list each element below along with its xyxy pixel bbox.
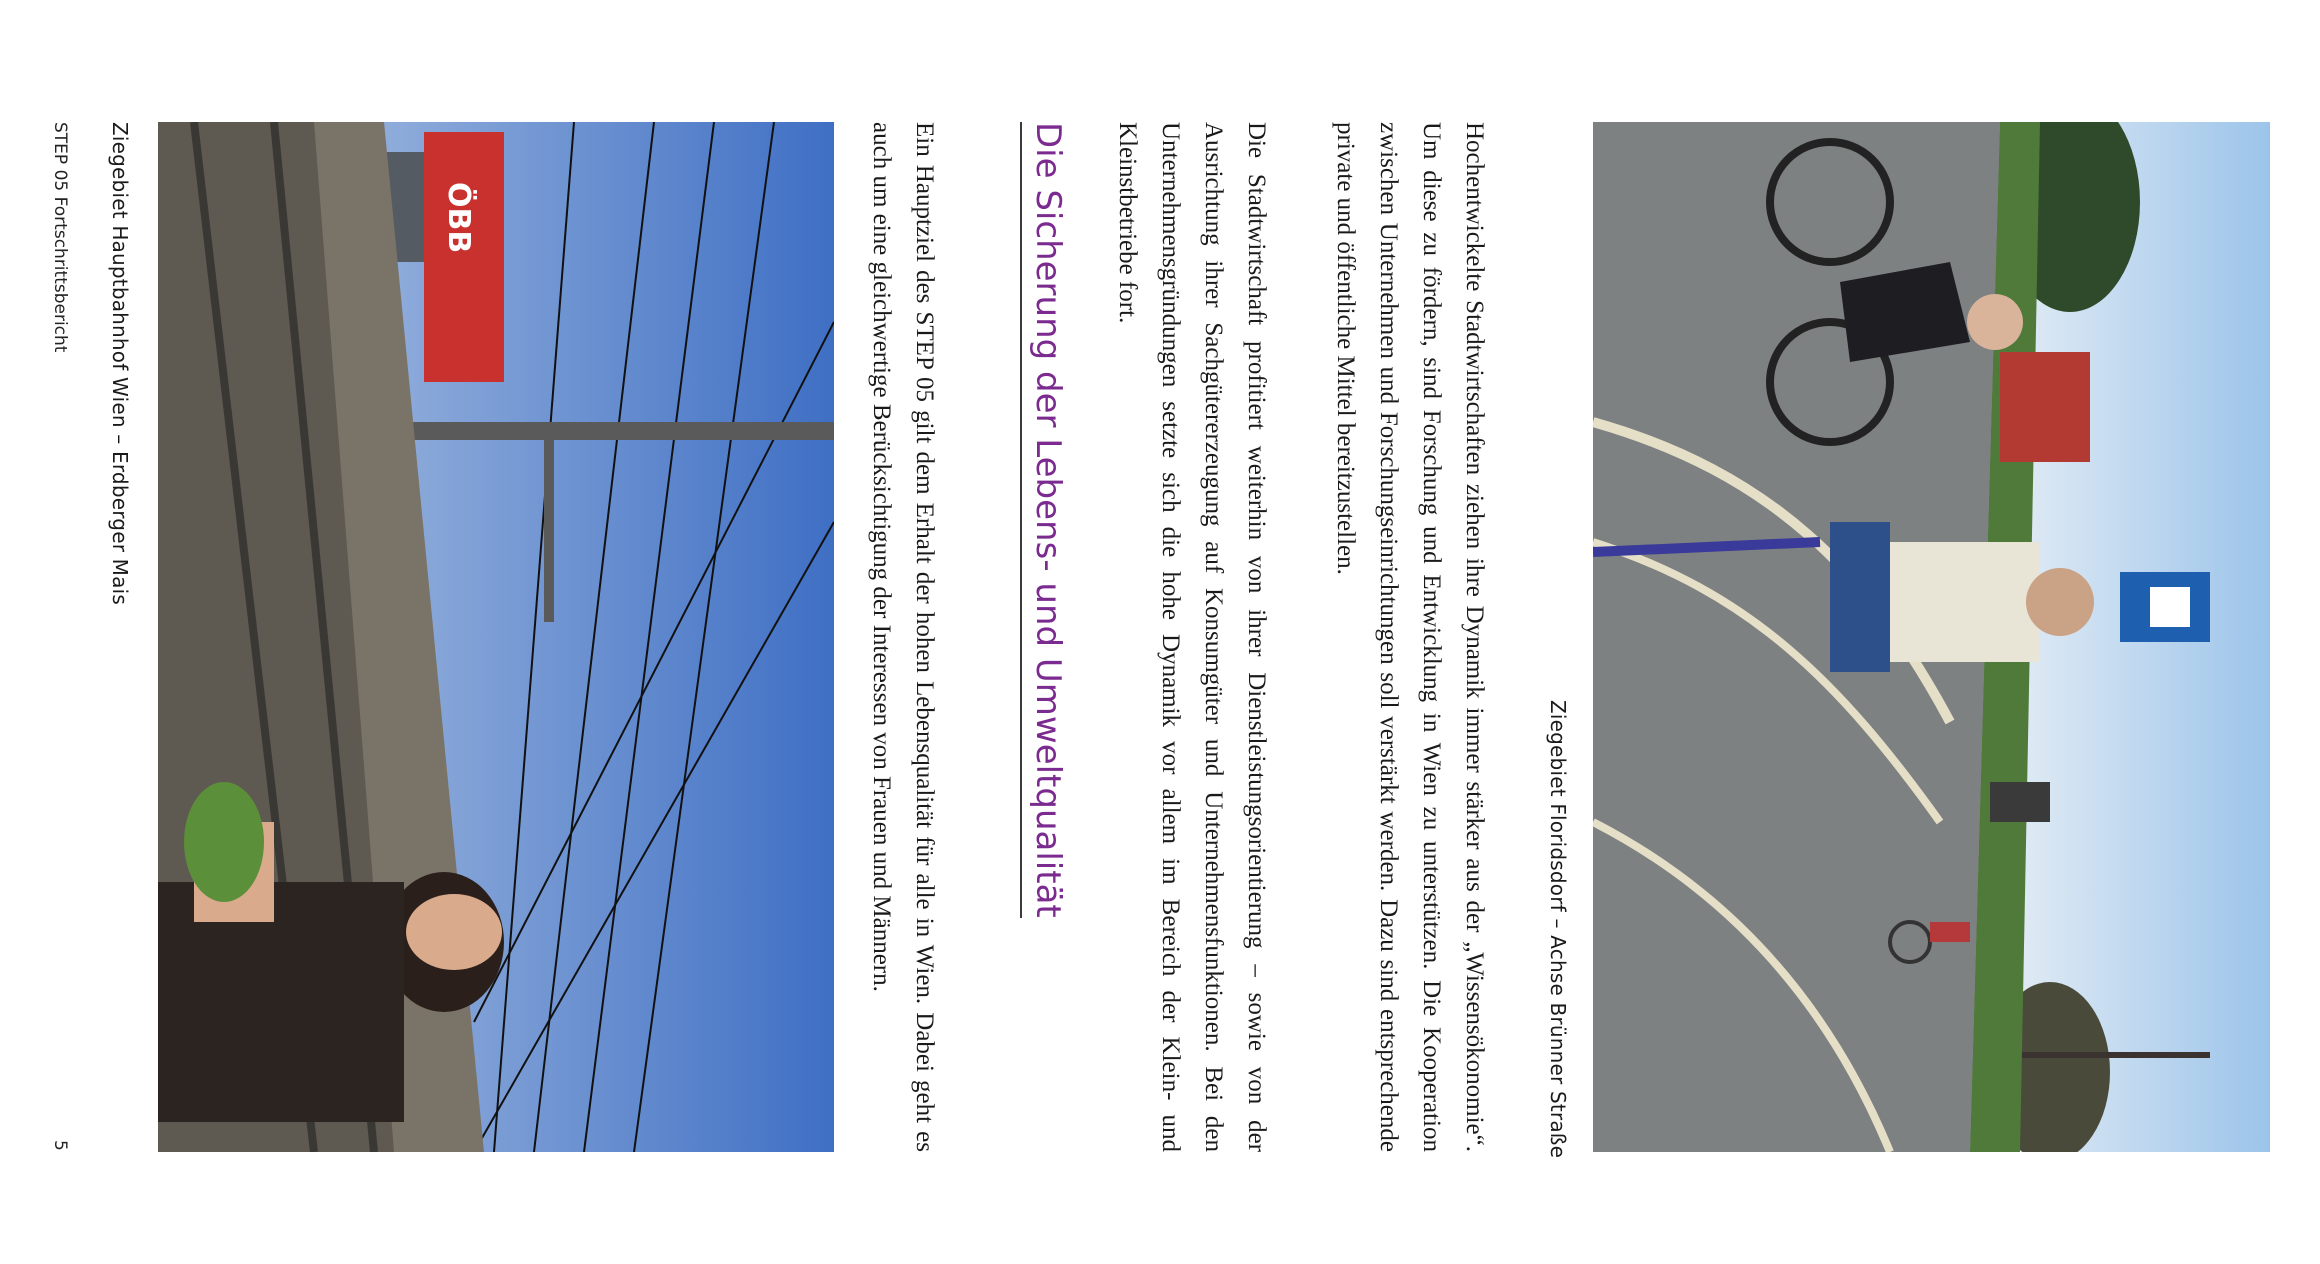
locomotive-sign: ÖBB	[441, 182, 476, 254]
photo-hauptbahnhof	[158, 122, 834, 1152]
photo-floridsdorf	[1593, 122, 2270, 1152]
photo-caption-floridsdorf: Ziegebiet Floridsdorf – Achse Brünner Straße	[1546, 700, 1570, 1159]
footer-publication: STEP 05 Fortschrittsbericht	[50, 122, 70, 353]
paragraph-wissensoekonomie: Hochentwickelte Stadtwirtschaften ziehen ihre Dynamik immer stärker aus der „Wissensökonomie“. Um diese zu fördern, sind Forschung und Entwicklung in Wien zu unterstützen. Die Kooperation zwischen Unternehmen und Forschungseinrichtungen soll verstärkt werden. Dazu sind entsprechende private und öffentliche Mittel bereitzustellen.	[1332, 122, 1488, 1152]
photo-caption-hauptbahnhof: Ziegebiet Hauptbahnhof Wien – Erdberger Mais	[108, 122, 132, 605]
railway-photo-graphic	[158, 122, 834, 1152]
street-photo-graphic	[1593, 122, 2270, 1152]
paragraph-lebensqualitaet: Ein Hauptziel des STEP 05 gilt dem Erhalt der hohen Lebensqualität für alle in Wien. Dabei geht es auch um eine gleichwertige Berücksichtigung der Interessen von Frauen und Männern.	[868, 122, 938, 1152]
paragraph-stadtwirtschaft: Die Stadtwirtschaft profitiert weiterhin von ihrer Dienstleistungsorientierung – sowie von der Ausrichtung ihrer Sachgütererzeugung auf Konsumgüter und Unternehmensfunktionen. Bei den Unternehmensgründungen setzte sich die hohe Dynamik vor allem im Bereich der Klein- und Kleinstbetriebe fort.	[1114, 122, 1270, 1152]
page-number: 5	[50, 1140, 70, 1151]
section-heading: Die Sicherung der Lebens- und Umweltqualität	[1020, 122, 1068, 918]
